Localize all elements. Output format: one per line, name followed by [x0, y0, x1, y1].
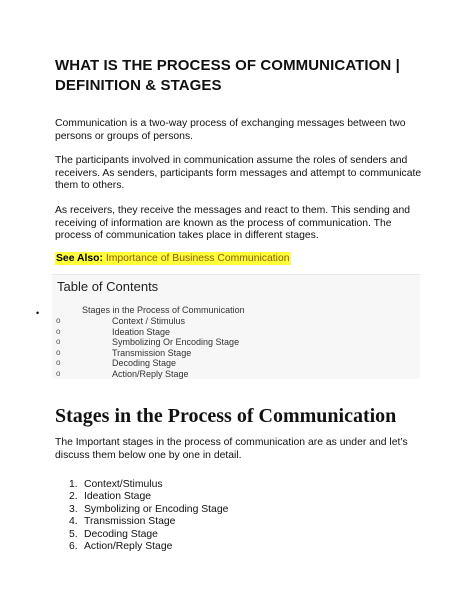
- toc-sub-item-label: Action/Reply Stage: [112, 368, 189, 379]
- toc-sub-marker-icon: o: [56, 316, 61, 325]
- table-of-contents: [36, 274, 420, 379]
- section-heading: Stages in the Process of Communication: [55, 405, 397, 427]
- toc-bullet-icon: •: [36, 308, 40, 318]
- toc-sub-item-label: Transmission Stage: [112, 347, 192, 358]
- intro-paragraph: Communication is a two-way process of exchanging messages between two persons or groups of persons.: [55, 118, 406, 142]
- toc-sub-marker-icon: o: [56, 368, 61, 378]
- list-item-label: Context/Stimulus: [84, 479, 163, 490]
- list-item: 6. Action/Reply Stage: [69, 541, 173, 553]
- toc-link-stages[interactable]: Stages in the Process of Communication: [82, 305, 245, 315]
- see-also-link[interactable]: Importance of Business Communication: [105, 253, 290, 264]
- list-item-label: Transmission Stage: [84, 516, 176, 528]
- toc-sub-item-label: Symbolizing Or Encoding Stage: [112, 337, 240, 347]
- stages-intro-paragraph: The Important stages in the process of communication are as under and let’s discuss them below one by one in detail.: [55, 437, 408, 461]
- toc-sub-marker-icon: o: [56, 347, 61, 357]
- toc-title: Table of Contents: [57, 279, 159, 294]
- receivers-paragraph: As receivers, they receive the messages and react to them. This sending and receiving of information are known as the process of communication. The process of communication takes place in different stages.: [55, 205, 411, 242]
- list-item: 4. Transmission Stage: [69, 516, 176, 528]
- toc-sub-marker-icon: o: [56, 358, 61, 367]
- toc-sub-item-label: Decoding Stage: [112, 358, 177, 368]
- toc-sub-item-label: Ideation Stage: [112, 326, 171, 337]
- stages-list: [55, 479, 228, 553]
- list-item-label: Action/Reply Stage: [84, 541, 173, 553]
- see-also-label: See Also:: [56, 253, 103, 264]
- toc-sub-marker-icon: o: [56, 337, 61, 346]
- participants-paragraph: The participants involved in communication assume the roles of senders and receivers. As senders, participants form messages and attempt to communicate them to others.: [55, 155, 422, 192]
- list-item: 5. Decoding Stage: [69, 528, 158, 540]
- toc-sub-marker-icon: o: [56, 326, 61, 336]
- see-also-callout: [55, 252, 291, 265]
- list-item: 2. Ideation Stage: [69, 491, 152, 503]
- list-item-label: Ideation Stage: [84, 491, 152, 503]
- list-item-label: Decoding Stage: [84, 528, 158, 540]
- list-item-label: Symbolizing or Encoding Stage: [84, 503, 229, 515]
- page-title: WHAT IS THE PROCESS OF COMMUNICATION | DEFINITION & STAGES: [55, 57, 400, 94]
- list-item: 3. Symbolizing or Encoding Stage: [69, 503, 229, 515]
- list-item: 1. Context/Stimulus: [69, 479, 163, 490]
- toc-sub-item-label: Context / Stimulus: [112, 316, 186, 326]
